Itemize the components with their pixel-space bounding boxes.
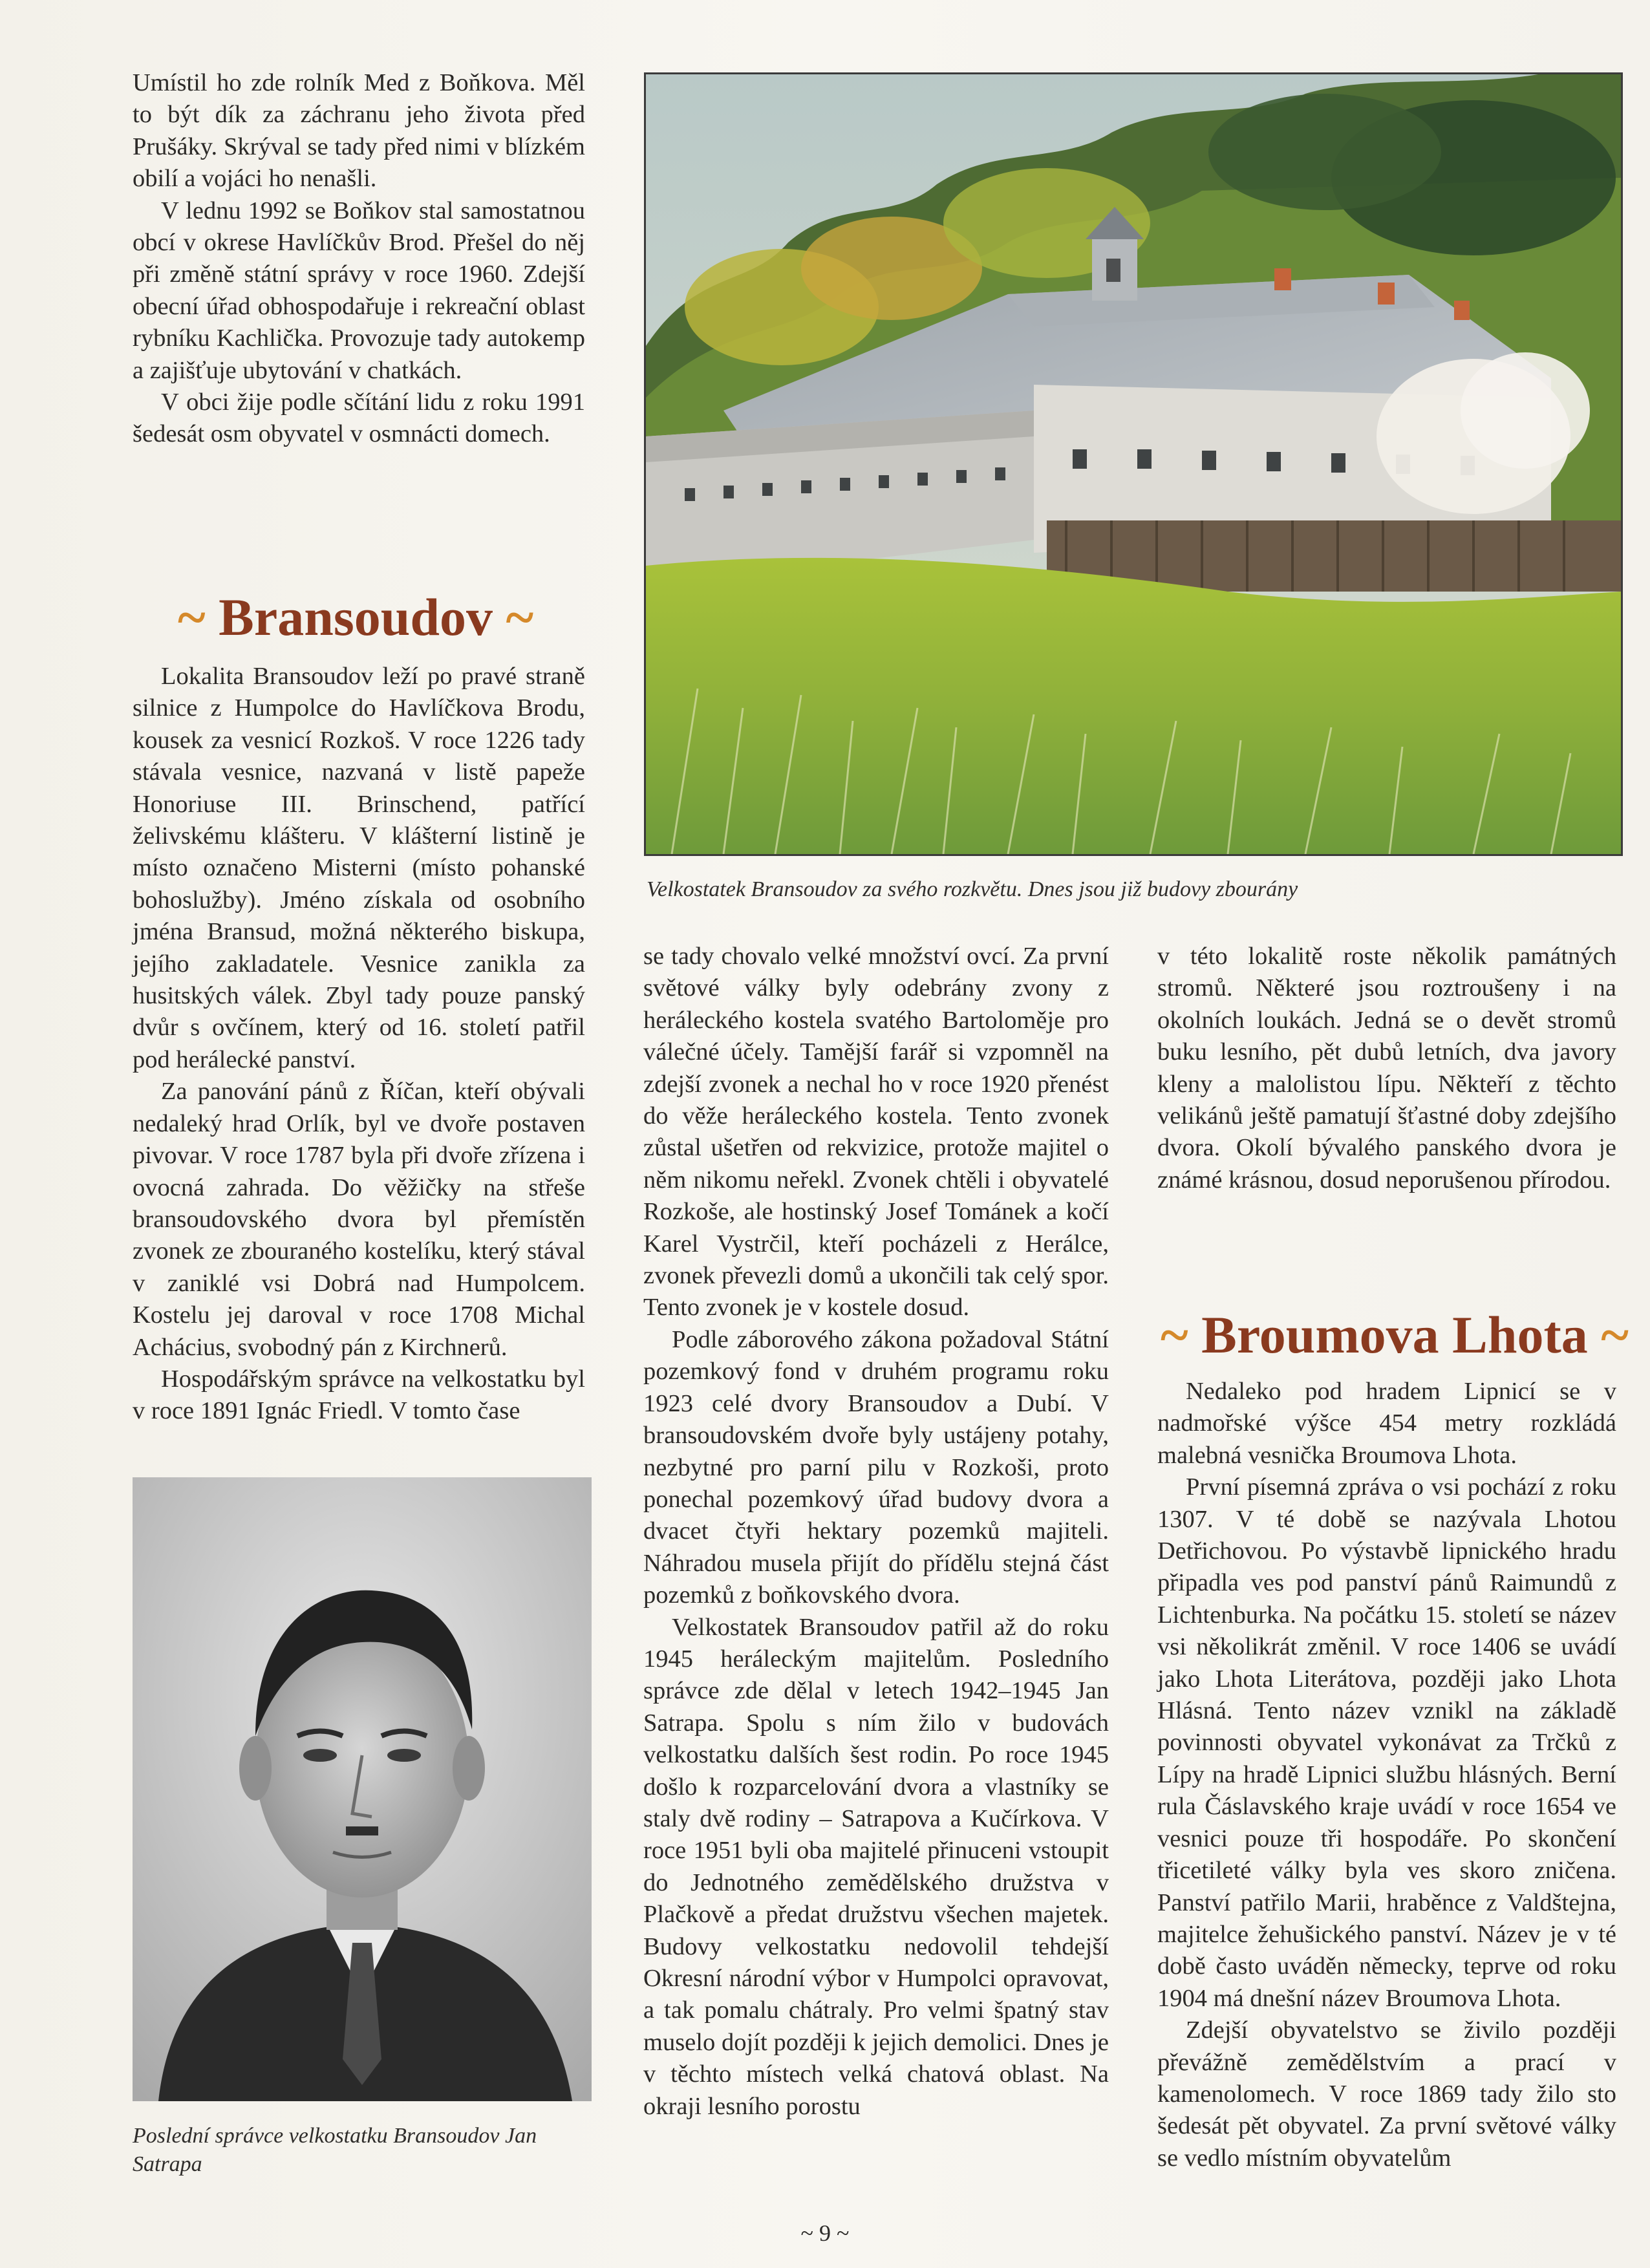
heading-ornament: ~ <box>1601 1305 1629 1364</box>
heading-ornament: ~ <box>178 588 206 647</box>
paragraph: se tady chovalo velké množství ovcí. Za první světové války byly odebrány zvony z heráleckého kostela svatého Bartoloměje pro válečné účely. Tamější farář si vzpomněl na zdejší zvonek a nechal ho v roce 1920 přenést do věže heráleckého kostela. Tento zvonek zůstal ušetřen od rekvizice, protože majitel o něm nikomu neřekl. Zvonek chtěli i obyvatelé Rozkoše, ale hostinský Josef Tománek a kočí Karel Vystrčil, kteří pocházeli z Herálce, zvonek převezli domů a ukončili tak celý spor. Tento zvonek je v kostele dosud. <box>643 943 1109 1321</box>
middle-column-text <box>643 941 1109 2123</box>
paragraph: Nedaleko pod hradem Lipnicí se v nadmořské výšce 454 metry rozkládá malebná vesnička Broumova Lhota. <box>1157 1378 1616 1469</box>
paragraph: v této lokalitě roste několik památných stromů. Některé jsou roztroušeny i na okolních loukách. Jedná se o devět stromů buku lesního, pět dubů letních, dva javory kleny a malolistou lípu. Někteří z těchto velikánů ještě pamatují šťastné doby zdejšího dvora. Okolí bývalého panského dvora je známé krásnou, dosud neporušenou přírodou. <box>1157 943 1616 1193</box>
paragraph: Za panování pánů z Říčan, kteří obývali nedaleký hrad Orlík, byl ve dvoře postaven pivovar. V roce 1787 byla při dvoře zřízena i ovocná zahrada. Do věžičky na střeše bransoudovského dvora byl přemístěn zvonek ze zbouraného kostelíku, který stával v zaniklé vsi Dobrá nad Humpolcem. Kostelu jej daroval v roce 1708 Michal Achácius, svobodný pán z Kirchnerů. <box>133 1078 585 1361</box>
paragraph: Umístil ho zde rolník Med z Boňkova. Měl to být dík za záchranu jeho života před Prušáky. Skrýval se tady před nimi v blízkém obilí a vojáci ho nenašli. <box>133 69 585 193</box>
paragraph: V obci žije podle sčítání lidu z roku 1991 šedesát osm obyvatel v osmnácti domech. <box>133 389 585 448</box>
left-column-top-text <box>133 67 585 451</box>
paragraph: Velkostatek Bransoudov patřil až do roku 1945 heráleckým majitelům. Posledního správce zde dělal v letech 1942–1945 Jan Satrapa. Spolu s ním žilo v budovách velkostatku dalších šest rodin. Po roce 1945 došlo k rozparcelování dvora a vlastníky se staly dvě rodiny – Satrapova a Kučírkova. V roce 1951 byli oba majitelé přinuceni vstoupit do Jednotného zemědělského družstva v Plačkově a předat družstvu všechen majetek. Budovy velkostatku nedovolil tehdejší Okresní národní výbor v Humpolci opravovat, a tak pomalu chátraly. Pro velmi špatný stav muselo dojít později k jejich demolici. Dnes je v těchto místech velká chatová oblast. Na okraji lesního porostu <box>643 1613 1109 2120</box>
heading-ornament: ~ <box>1161 1305 1188 1364</box>
paragraph: V lednu 1992 se Boňkov stal samostatnou obcí v okrese Havlíčkův Brod. Přešel do něj při změně státní správy v roce 1960. Zdejší obecní úřad obhospodařuje i rekreační oblast rybníku Kachlička. Provozuje tady autokemp a zajišťuje ubytování v chatkách. <box>133 197 585 384</box>
paragraph: Hospodářským správce na velkostatku byl v roce 1891 Ignác Friedl. V tomto čase <box>133 1365 585 1425</box>
painting-caption: Velkostatek Bransoudov za svého rozkvětu. Dnes jsou již budovy zbourány <box>647 877 1298 901</box>
section-heading-broumova-lhota <box>1161 1306 1629 1364</box>
section-heading-bransoudov <box>178 588 533 647</box>
portrait-caption: Poslední správce velkostatku Bransoudov Jan Satrapa <box>133 2124 537 2176</box>
page-number: ~ 9 ~ <box>800 2220 850 2246</box>
left-column-bottom-text <box>133 661 585 1428</box>
painting-illustration <box>646 74 1621 854</box>
heading-text: Broumova Lhota <box>1201 1305 1588 1364</box>
paragraph: Podle záborového zákona požadoval Státní pozemkový fond v druhém programu roku 1923 celé dvory Bransoudov a Dubí. V bransoudovském dvoře byly ustájeny potahy, nezbytné pro parní pilu v Rozkoši, proto ponechal pozemkový úřad budovy dvora a dvacet čtyři hektary pozemků majiteli. Náhradou musela přijít do přídělu stejná část pozemků z boňkovského dvora. <box>643 1325 1109 1609</box>
portrait-photo <box>133 1477 592 2101</box>
painting-image <box>644 72 1623 856</box>
right-column-top-text <box>1157 941 1616 1196</box>
paragraph: Zdejší obyvatelstvo se živilo později převážně zemědělstvím a prací v kamenolomech. V roce 1869 tady žilo sto šedesát pět obyvatel. Za první světové války se vedlo místním obyvatelům <box>1157 2017 1616 2172</box>
heading-text: Bransoudov <box>219 588 493 647</box>
portrait-illustration <box>133 1477 592 2101</box>
right-column-bottom-text <box>1157 1376 1616 2174</box>
paragraph: Lokalita Bransoudov leží po pravé straně silnice z Humpolce do Havlíčkova Brodu, kousek za vesnicí Rozkoš. V roce 1226 tady stávala vesnice, nazvaná v listě papeže Honoriuse III. Brinschend, patřící želivskému klášteru. V klášterní listině je místo označeno Misterni (místo pohanské bohoslužby). Jméno získala od osobního jména Bransud, možná některého biskupa, jejího zakladatele. Vesnice zanikla za husitských válek. Zbyl tady pouze panský dvůr s ovčínem, který od 16. století patřil pod herálecké panství. <box>133 663 585 1073</box>
heading-ornament: ~ <box>506 588 534 647</box>
paragraph: První písemná zpráva o vsi pochází z roku 1307. V té době se nazývala Lhotou Detřichovou. Po výstavbě lipnického hradu připadla ves pod panství pánů Raimundů z Lichtenburka. Na počátku 15. století se název vsi několikrát změnil. V roce 1406 se uvádí jako Lhota Literátova, později jako Lhota Hlásná. Tento název vznikl na základě povinnosti obyvatel vykonávat za Trčků z Lípy na hradě Lipnici službu hlásných. Berní rula Čáslavského kraje uvádí v roce 1654 ve vesnici pouze tři hospodáře. Po skončení třicetileté války byla ves skoro zničena. Panství patřilo Marii, hraběnce z Valdštejna, majitelce žehušického panství. Název je v té době často uváděn německy, teprve od roku 1904 má dnešní název Broumova Lhota. <box>1157 1473 1616 2012</box>
